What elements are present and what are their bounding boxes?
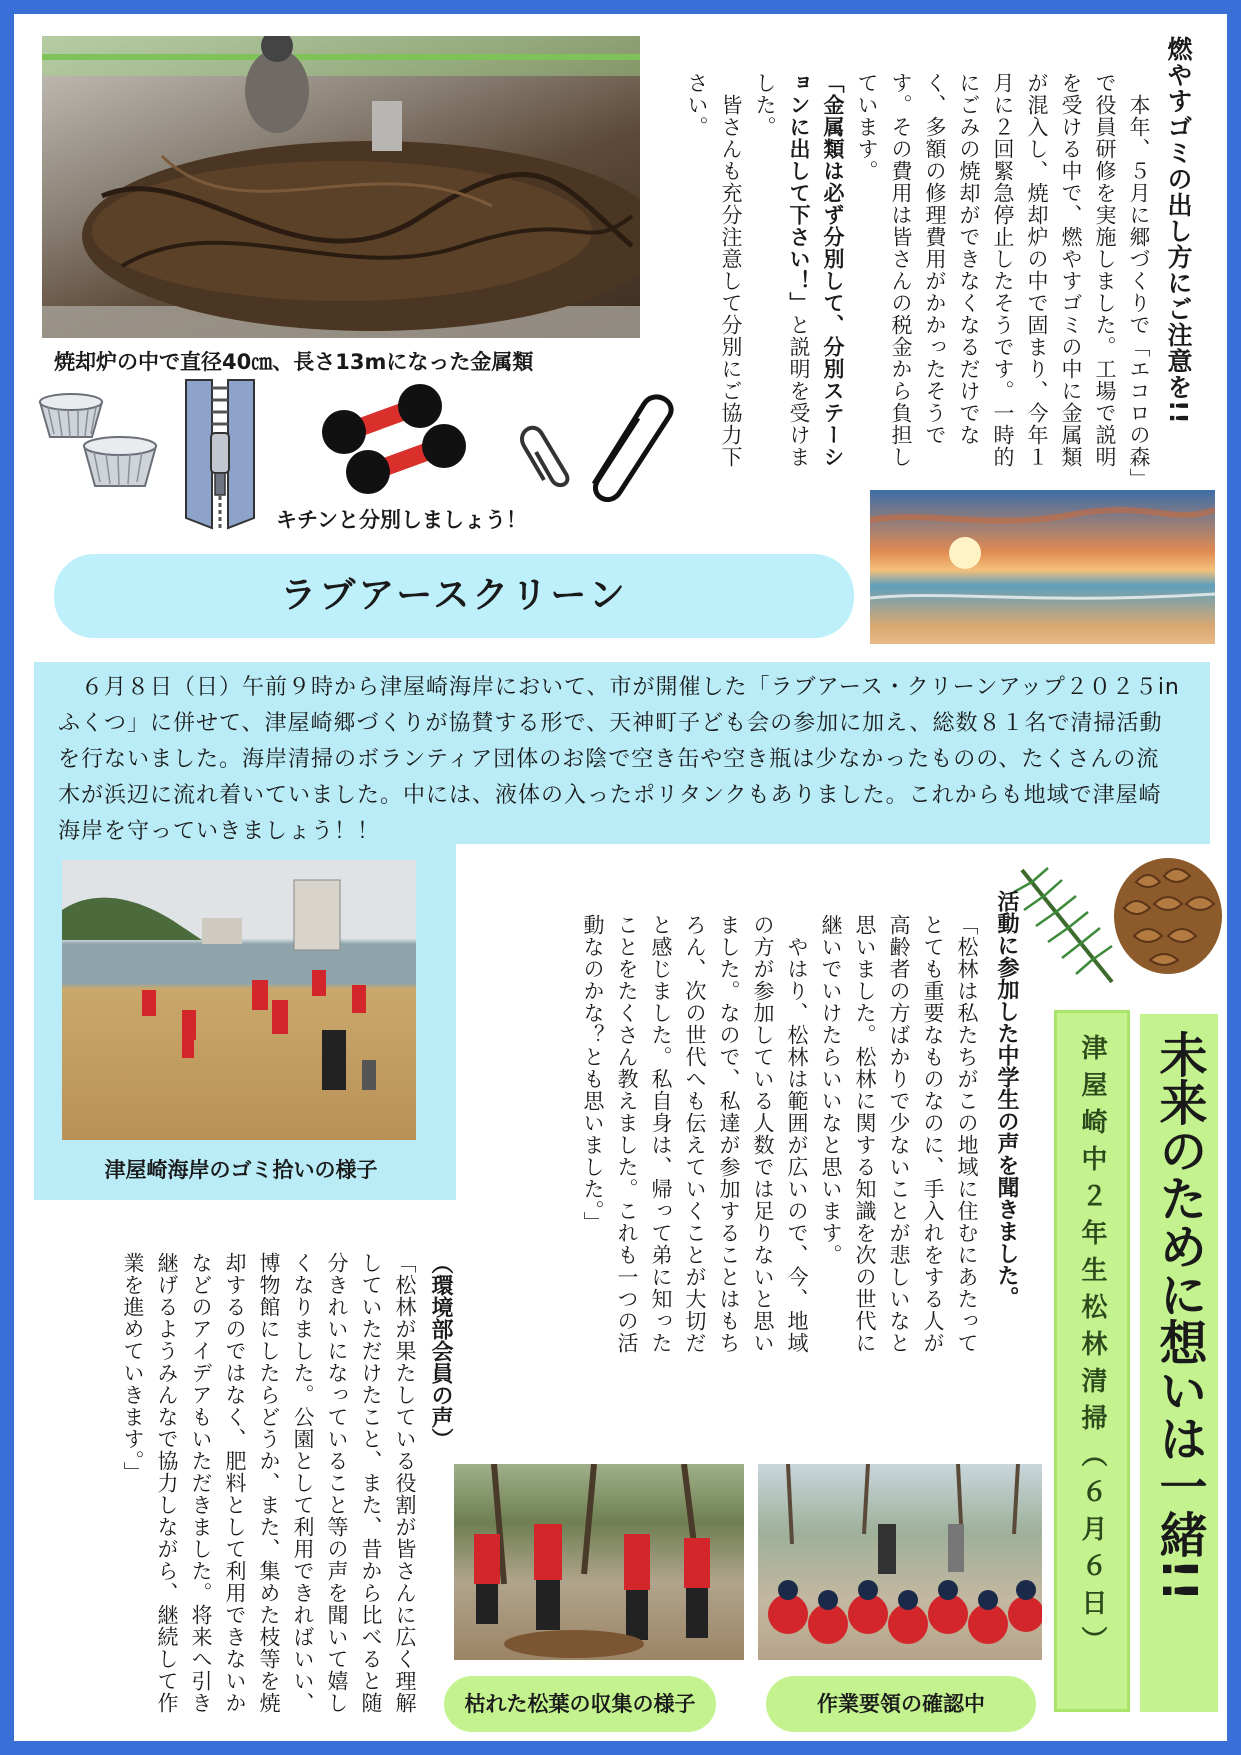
sunset-photo — [870, 490, 1215, 644]
paperclip-icon — [514, 392, 674, 502]
future-subtitle: 津屋崎中２年生松林清掃（６月６日） — [1077, 1034, 1107, 1663]
garbage-emphasis: 「金属類は必ず分別して、分別ステーションに出して下さい！」 — [787, 72, 846, 468]
incinerator-photo — [42, 36, 640, 338]
future-title: 未来のために想いは一緒!! — [1151, 1030, 1207, 1602]
garbage-closing: 皆さんも充分注意して分別にご協力下さい。 — [685, 72, 743, 468]
dumbbell-icon — [320, 384, 470, 494]
zipper-icon — [178, 378, 262, 534]
garbage-title: 燃やすゴミの出し方にご注意を!! — [1164, 36, 1193, 425]
pine-needle-caption: 枯れた松葉の収集の様子 — [444, 1676, 716, 1732]
member-heading: （環境部会員の声） — [428, 1252, 454, 1450]
cupcake-liner-icon — [32, 382, 172, 502]
student-voice: 「松林は私たちがこの地域に住むにあたってとても重要なものなのに、手入れをする人が高齢者の方ばかりで少ないことが悲しいなと思いました。松林に関する知識を次の世代に継いでいけたらいいなと思います。 やはり、松林は範囲が広いので、今、地域の方が参加している人数では足りないと思いました。なので、私達が参加することはもちろん、次の世代へも伝えていくことが大切だと感じました。私自身は、帰って弟に知ったことをたくさん教えました。これも一つの活動なのかな？とも思いました。」 — [581, 914, 979, 1354]
work-briefing-photo — [758, 1464, 1042, 1660]
separate-note: キチンと分別しましょう！ — [276, 508, 527, 532]
pine-needle-collection-photo — [454, 1464, 744, 1660]
cleanup-title: ラブアースクリーン — [54, 554, 854, 638]
garbage-paragraph: 本年、５月に郷づくりで「エコロの森」で役員研修を実施しました。工場で説明を受ける中で、燃やすゴミの中に金属類が混入し、焼却炉の中で固まり、今年１月に２回緊急停止したそうです。一時的にごみの焼却ができなくなるだけでなく、多額の修理費用がかかったそうです。その費用は皆さんの税金から負担しています。 — [855, 72, 1151, 480]
garbage-article — [674, 72, 1156, 482]
work-briefing-caption: 作業要領の確認中 — [766, 1676, 1036, 1732]
member-voice: 「松林が果たしている役割が皆さんに広く理解していただけたこと、また、昔から比べると随分きれいになっていること等の声を聞いて嬉しくなりました。公園として利用できればいい、博物館にしたらどうか、また、集めた枝等を焼却するのではなく、肥料として利用できないかなどのアイデアもいただきました。将来へ引き継げるようみんなで協力しながら、継続して作業を進めていきます。」 — [121, 1252, 417, 1714]
newsletter-page — [14, 14, 1227, 1741]
pinecone-icon — [1106, 852, 1226, 982]
cleanup-body: ６月８日（日）午前９時から津屋崎海岸において、市が開催した「ラブアース・クリーンアップ２０２５inふくつ」に併せて、津屋崎郷づくりが協賛する形で、天神町子ども会の参加に加え、総数８１名で清掃活動を行ないました。海岸清掃のボランティア団体のお陰で空き缶や空き瓶は少なかったものの、たくさんの流木が浜辺に流れ着いていました。中には、液体の入ったポリタンクもありました。これからも地域で津屋崎海岸を守っていきましょう！！ — [58, 675, 1180, 844]
garbage-after-emphasis: と説明を受けました。 — [753, 72, 811, 468]
incinerator-caption: 焼却炉の中で直径40㎝、長さ13mになった金属類 — [54, 350, 534, 374]
beach-cleanup-caption: 津屋崎海岸のゴミ拾いの様子 — [104, 1158, 378, 1182]
student-heading: 活動に参加した中学生の声を聞きました。 — [994, 890, 1020, 1308]
beach-cleanup-photo — [62, 860, 416, 1140]
